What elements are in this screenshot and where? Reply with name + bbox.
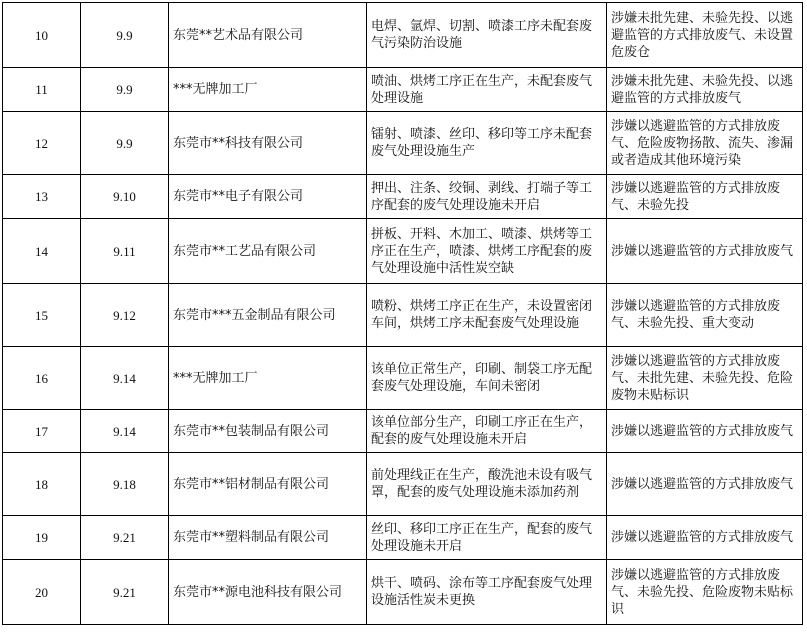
inspection-date: 9.9 xyxy=(81,68,169,112)
violation-description: 涉嫌以逃避监管的方式排放废气 xyxy=(607,516,803,560)
company-name: 东莞市**科技有限公司 xyxy=(169,112,367,175)
row-number: 18 xyxy=(3,453,81,516)
table-row xyxy=(3,175,803,219)
violation-description: 涉嫌未批先建、未验先投、以逃避监管的方式排放废气 xyxy=(607,68,803,112)
issue-description: 拼板、开料、木加工、喷漆、烘烤等工序正在生产，喷漆、烘烤工序配套的废气处理设施中活性炭空缺 xyxy=(367,219,607,284)
row-number: 14 xyxy=(3,219,81,284)
table-row xyxy=(3,453,803,516)
row-number: 16 xyxy=(3,347,81,410)
table-row xyxy=(3,219,803,284)
violation-description: 涉嫌以逃避监管的方式排放废气、危险废物扬散、流失、渗漏或者造成其他环境污染 xyxy=(607,112,803,175)
issue-description: 丝印、移印工序正在生产，配套的废气处理设施未开启 xyxy=(367,516,607,560)
company-name: 东莞市**电子有限公司 xyxy=(169,175,367,219)
violation-description: 涉嫌以逃避监管的方式排放废气 xyxy=(607,219,803,284)
inspection-date: 9.12 xyxy=(81,284,169,347)
company-name: 东莞市**包装制品有限公司 xyxy=(169,410,367,453)
violation-description: 涉嫌以逃避监管的方式排放废气、未批先建、未验先投、危险废物未贴标识 xyxy=(607,347,803,410)
issue-description: 前处理线正在生产，酸洗池未设有吸气罩，配套的废气处理设施未添加药剂 xyxy=(367,453,607,516)
inspection-date: 9.14 xyxy=(81,410,169,453)
table-row xyxy=(3,347,803,410)
inspection-date: 9.18 xyxy=(81,453,169,516)
row-number: 10 xyxy=(3,3,81,68)
issue-description: 该单位正常生产，印刷、制袋工序无配套废气处理设施，车间未密闭 xyxy=(367,347,607,410)
violation-description: 涉嫌以逃避监管的方式排放废气、未验先投 xyxy=(607,175,803,219)
company-name: ***无牌加工厂 xyxy=(169,68,367,112)
table-row xyxy=(3,284,803,347)
inspection-date: 9.9 xyxy=(81,3,169,68)
row-number: 15 xyxy=(3,284,81,347)
inspection-date: 9.9 xyxy=(81,112,169,175)
violation-description: 涉嫌以逃避监管的方式排放废气 xyxy=(607,410,803,453)
company-name: 东莞市**工艺品有限公司 xyxy=(169,219,367,284)
issue-description: 该单位部分生产，印刷工序正在生产，配套的废气处理设施未开启 xyxy=(367,410,607,453)
issue-description: 镭射、喷漆、丝印、移印等工序未配套废气处理设施生产 xyxy=(367,112,607,175)
issue-description: 押出、注条、绞铜、剥线、打端子等工序配套的废气处理设施未开启 xyxy=(367,175,607,219)
row-number: 17 xyxy=(3,410,81,453)
inspection-date: 9.11 xyxy=(81,219,169,284)
issue-description: 喷粉、烘烤工序正在生产，未设置密闭车间，烘烤工序未配套废气处理设施 xyxy=(367,284,607,347)
table-row xyxy=(3,560,803,625)
row-number: 12 xyxy=(3,112,81,175)
row-number: 19 xyxy=(3,516,81,560)
company-name: 东莞市***五金制品有限公司 xyxy=(169,284,367,347)
row-number: 11 xyxy=(3,68,81,112)
issue-description: 电焊、氩焊、切割、喷漆工序未配套废气污染防治设施 xyxy=(367,3,607,68)
table-row xyxy=(3,68,803,112)
row-number: 13 xyxy=(3,175,81,219)
issue-description: 喷油、烘烤工序正在生产，未配套废气处理设施 xyxy=(367,68,607,112)
inspection-date: 9.10 xyxy=(81,175,169,219)
violation-description: 涉嫌以逃避监管的方式排放废气 xyxy=(607,453,803,516)
table-row xyxy=(3,3,803,68)
company-name: 东莞**艺术品有限公司 xyxy=(169,3,367,68)
inspection-date: 9.21 xyxy=(81,516,169,560)
table-row xyxy=(3,516,803,560)
inspection-date: 9.21 xyxy=(81,560,169,625)
company-name: 东莞市**塑料制品有限公司 xyxy=(169,516,367,560)
table-row xyxy=(3,410,803,453)
violation-description: 涉嫌以逃避监管的方式排放废气、未验先投、危险废物未贴标识 xyxy=(607,560,803,625)
violation-description: 涉嫌以逃避监管的方式排放废气、未验先投、重大变动 xyxy=(607,284,803,347)
table-row xyxy=(3,112,803,175)
company-name: ***无牌加工厂 xyxy=(169,347,367,410)
inspection-date: 9.14 xyxy=(81,347,169,410)
row-number: 20 xyxy=(3,560,81,625)
company-name: 东莞市**源电池科技有限公司 xyxy=(169,560,367,625)
inspection-table xyxy=(2,2,803,625)
issue-description: 烘干、喷码、涂布等工序配套废气处理设施活性炭未更换 xyxy=(367,560,607,625)
violation-description: 涉嫌未批先建、未验先投、以逃避监管的方式排放废气、未设置危废仓 xyxy=(607,3,803,68)
company-name: 东莞市**铝材制品有限公司 xyxy=(169,453,367,516)
